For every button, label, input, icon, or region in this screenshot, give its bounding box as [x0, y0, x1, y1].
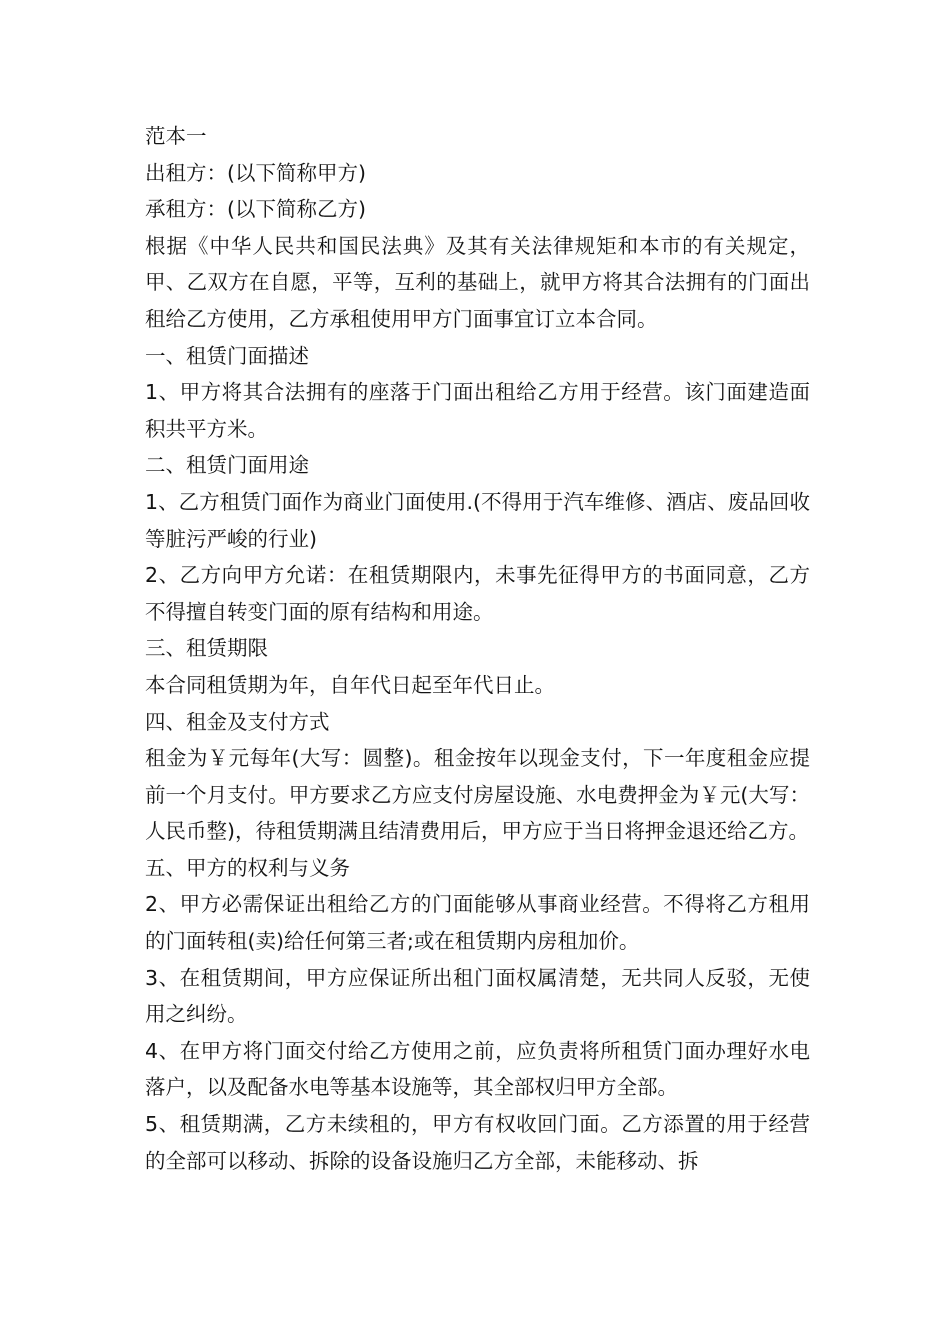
lessor-line: 出租方：(以下简称甲方): [145, 160, 366, 185]
clause-paragraph: 1、甲方将其合法拥有的座落于门面出租给乙方用于经营。该门面建造面积共平方米。: [145, 380, 810, 441]
clause-paragraph: 2、乙方向甲方允诺：在租赁期限内，未事先征得甲方的书面同意，乙方不得擅自转变门面的原有结构和用途。: [145, 563, 810, 624]
clause-paragraph: 租金为￥元每年(大写：圆整)。租金按年以现金支付，下一年度租金应提前一个月支付。甲方要求乙方应支付房屋设施、水电费押金为￥元(大写：人民币整)，待租赁期满且结清费用后，甲方应于当日将押金退还给乙方。: [145, 746, 810, 844]
clause-paragraph: 1、乙方租赁门面作为商业门面使用.(不得用于汽车维修、酒店、废品回收等脏污严峻的行业): [145, 489, 810, 551]
sample-title: 范本一: [145, 124, 207, 148]
lessee-line: 承租方：(以下简称乙方): [145, 197, 366, 222]
section-heading-4: 四、租金及支付方式: [145, 709, 330, 734]
clause-paragraph: 2、甲方必需保证出租给乙方的门面能够从事商业经营。不得将乙方租用的门面转租(卖)给任何第三者;或在租赁期内房租加价。: [145, 892, 810, 954]
section-heading-5: 五、甲方的权利与义务: [145, 855, 350, 880]
section-heading-2: 二、租赁门面用途: [145, 453, 309, 478]
document-page: [145, 118, 810, 1179]
clause-paragraph: 本合同租赁期为年，自年代日起至年代日止。: [145, 672, 555, 697]
clause-paragraph: 4、在甲方将门面交付给乙方使用之前，应负责将所租赁门面办理好水电落户，以及配备水电等基本设施等，其全部权归甲方全部。: [145, 1038, 810, 1100]
clause-paragraph: 5、租赁期满，乙方未续租的，甲方有权收回门面。乙方添置的用于经营的全部可以移动、拆除的设备设施归乙方全部，未能移动、拆: [145, 1112, 810, 1173]
clause-paragraph: 3、在租赁期间，甲方应保证所出租门面权属清楚，无共同人反驳，无使用之纠纷。: [145, 965, 810, 1027]
section-heading-3: 三、租赁期限: [145, 636, 268, 661]
preamble-paragraph: 根据《中华人民共和国民法典》及其有关法律规矩和本市的有关规定，甲、乙双方在自愿，平等，互利的基础上，就甲方将其合法拥有的门面出租给乙方使用，乙方承租使用甲方门面事宜订立本合同。: [145, 233, 810, 331]
section-heading-1: 一、租赁门面描述: [145, 343, 309, 368]
